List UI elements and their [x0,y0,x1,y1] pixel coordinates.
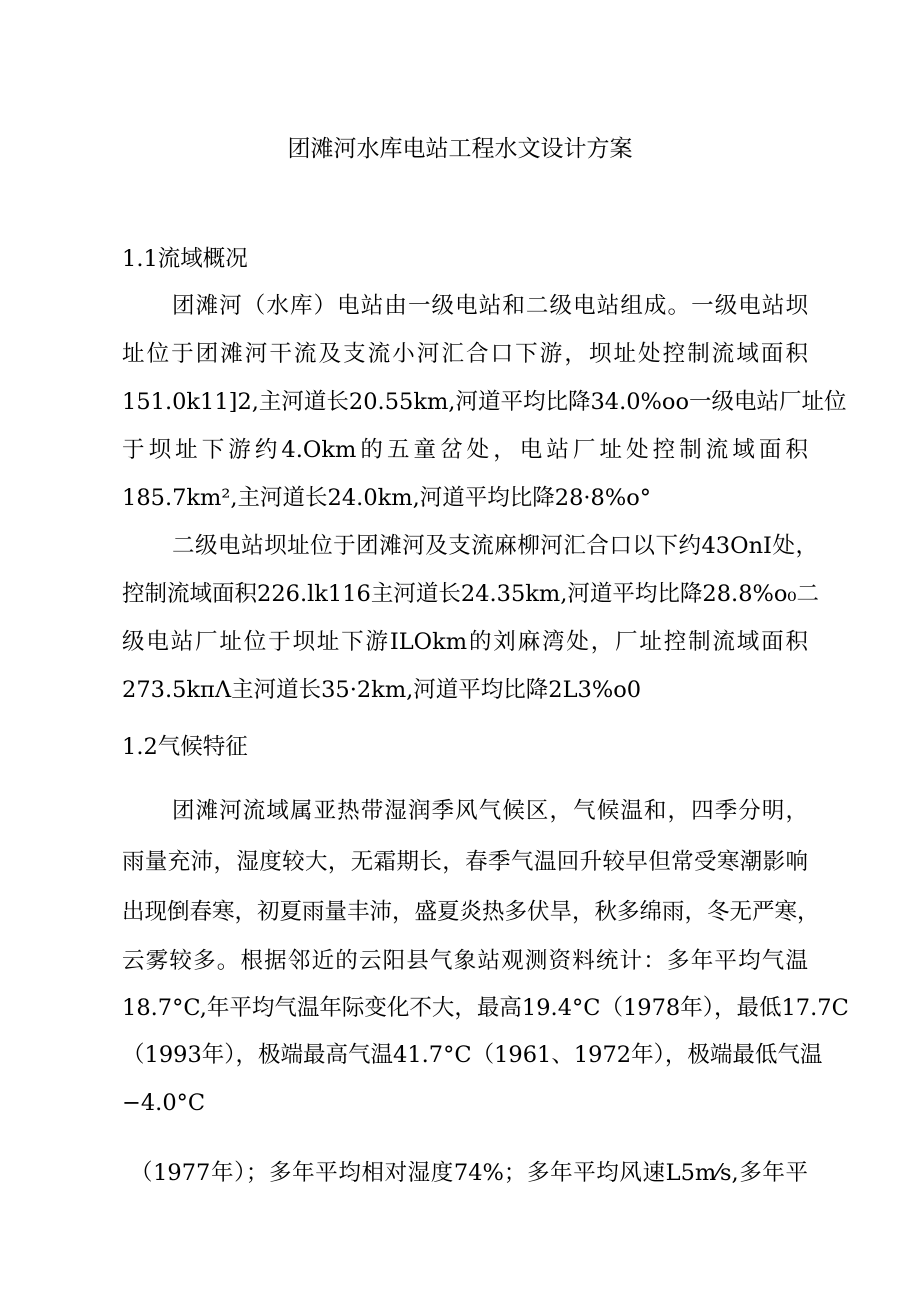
document-title: 团滩河水库电站工程水文设计方案 [287,136,633,162]
paragraph-line: （1977年）；多年平均相对湿度74%；多年平均风速L5m⁄s,多年平 [130,1160,808,1186]
paragraph-line: 控制流域面积226.lk116主河道长24.35km,河道平均比降28.8%o₀二 [122,581,819,607]
section-heading-1-2: 1.2气候特征 [122,734,248,760]
section-heading-1-1: 1.1流域概况 [122,246,248,272]
paragraph-line: 出现倒春寒，初夏雨量丰沛，盛夏炎热多伏旱，秋多绵雨，冬无严寒， [122,899,820,925]
paragraph-line: 18.7°C,年平均气温年际变化不大，最高19.4°C（1978年），最低17.7C [122,995,849,1021]
paragraph-line: （1993年），极端最高气温41.7°C（1961、1972年），极端最低气温 [122,1042,823,1068]
paragraph-line: 团滩河（水库）电站由一级电站和二级电站组成。一级电站坝 [172,293,808,319]
paragraph-line: 于坝址下游约4.Okm的五童岔处，电站厂址处控制流域面积 [122,437,808,463]
paragraph-line: 团滩河流域属亚热带湿润季风气候区，气候温和，四季分明， [172,798,808,824]
paragraph-line: 185.7km²,主河道长24.0km,河道平均比降28·8%o° [122,485,652,511]
paragraph-line: 273.5kπΛ主河道长35·2km,河道平均比降2L3%o0 [122,677,642,703]
paragraph-line: 151.0k11]2,主河道长20.55km,河道平均比降34.0%oo一级电站厂址位 [122,389,847,415]
paragraph-line: 云雾较多。根据邻近的云阳县气象站观测资料统计：多年平均气温 [122,948,808,974]
paragraph-line: −4.0°C [122,1090,206,1116]
paragraph-line: 级电站厂址位于坝址下游ILOkm的刘麻湾处，厂址控制流域面积 [122,629,808,655]
paragraph-line: 雨量充沛，湿度较大，无霜期长，春季气温回升较早但常受寒潮影响 [122,849,808,875]
paragraph-line: 二级电站坝址位于团滩河及支流麻柳河汇合口以下约43OnI处， [172,533,818,559]
paragraph-line: 址位于团滩河干流及支流小河汇合口下游，坝址处控制流域面积 [122,341,808,367]
